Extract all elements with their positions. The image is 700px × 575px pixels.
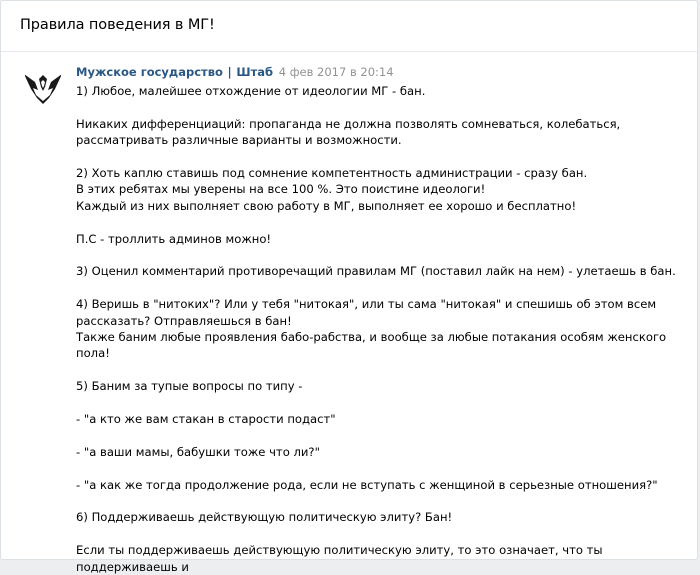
author-role-link[interactable]: Штаб [236, 65, 274, 79]
post-paragraph: П.С - троллить админов можно! [76, 231, 272, 246]
post-paragraph: - "а как же тогда продолжение рода, если не вступать с женщиной в серьезные отношения?" [76, 477, 658, 492]
title-divider [1, 51, 697, 52]
post-paragraph: 1) Любое, малейшее отхождение от идеологии МГ - бан. [76, 84, 426, 98]
author-link[interactable]: Мужское государство [76, 65, 223, 79]
post-paragraph: - "а ваши мамы, бабушки тоже что ли?" [76, 444, 320, 459]
eagle-logo-icon [22, 65, 64, 107]
post-paragraph: 4) Веришь в "нитоких"? Или у тебя "нитокая", или ты сама "нитокая" и спешишь об этом всем рассказать? Отправляешься в бан! Также баним любые проявления бабо-рабства, и вообще за любые потакания особям женского пола! [76, 297, 667, 361]
post-paragraph: Если ты поддерживаешь действующую политическую элиту, то это означает, что ты поддерживаешь и [76, 543, 603, 574]
post-body [76, 83, 686, 575]
author-separator: | [227, 65, 232, 79]
post-paragraph: - "а кто же вам стакан в старости подаст" [76, 412, 336, 427]
page-title: Правила поведения в МГ! [20, 17, 215, 33]
post-paragraph: 6) Поддерживаешь действующую политическую элиту? Бан! [76, 510, 453, 525]
post-paragraph: 5) Баним за тупые вопросы по типу - [76, 379, 303, 394]
post-paragraph: Никаких дифференциаций: пропаганда не должна позволять сомневаться, колебаться, рассматривать различные варианты и возможности. [76, 116, 621, 148]
post-paragraph: 2) Хоть каплю ставишь под сомнение компетентность администрации - сразу бан. В этих ребятах мы уверены на все 100 %. Это поистине идеологи! Каждый из них выполняет свою работу в МГ, выполняет ее хорошо и бесплатно! [76, 166, 588, 213]
post-paragraph: 3) Оценил комментарий противоречащий правилам МГ (поставил лайк на нем) - улетаешь в бан. [76, 264, 676, 279]
post-date[interactable]: 4 фев 2017 в 20:14 [278, 65, 394, 79]
post-header [76, 65, 394, 79]
avatar[interactable] [22, 65, 64, 107]
